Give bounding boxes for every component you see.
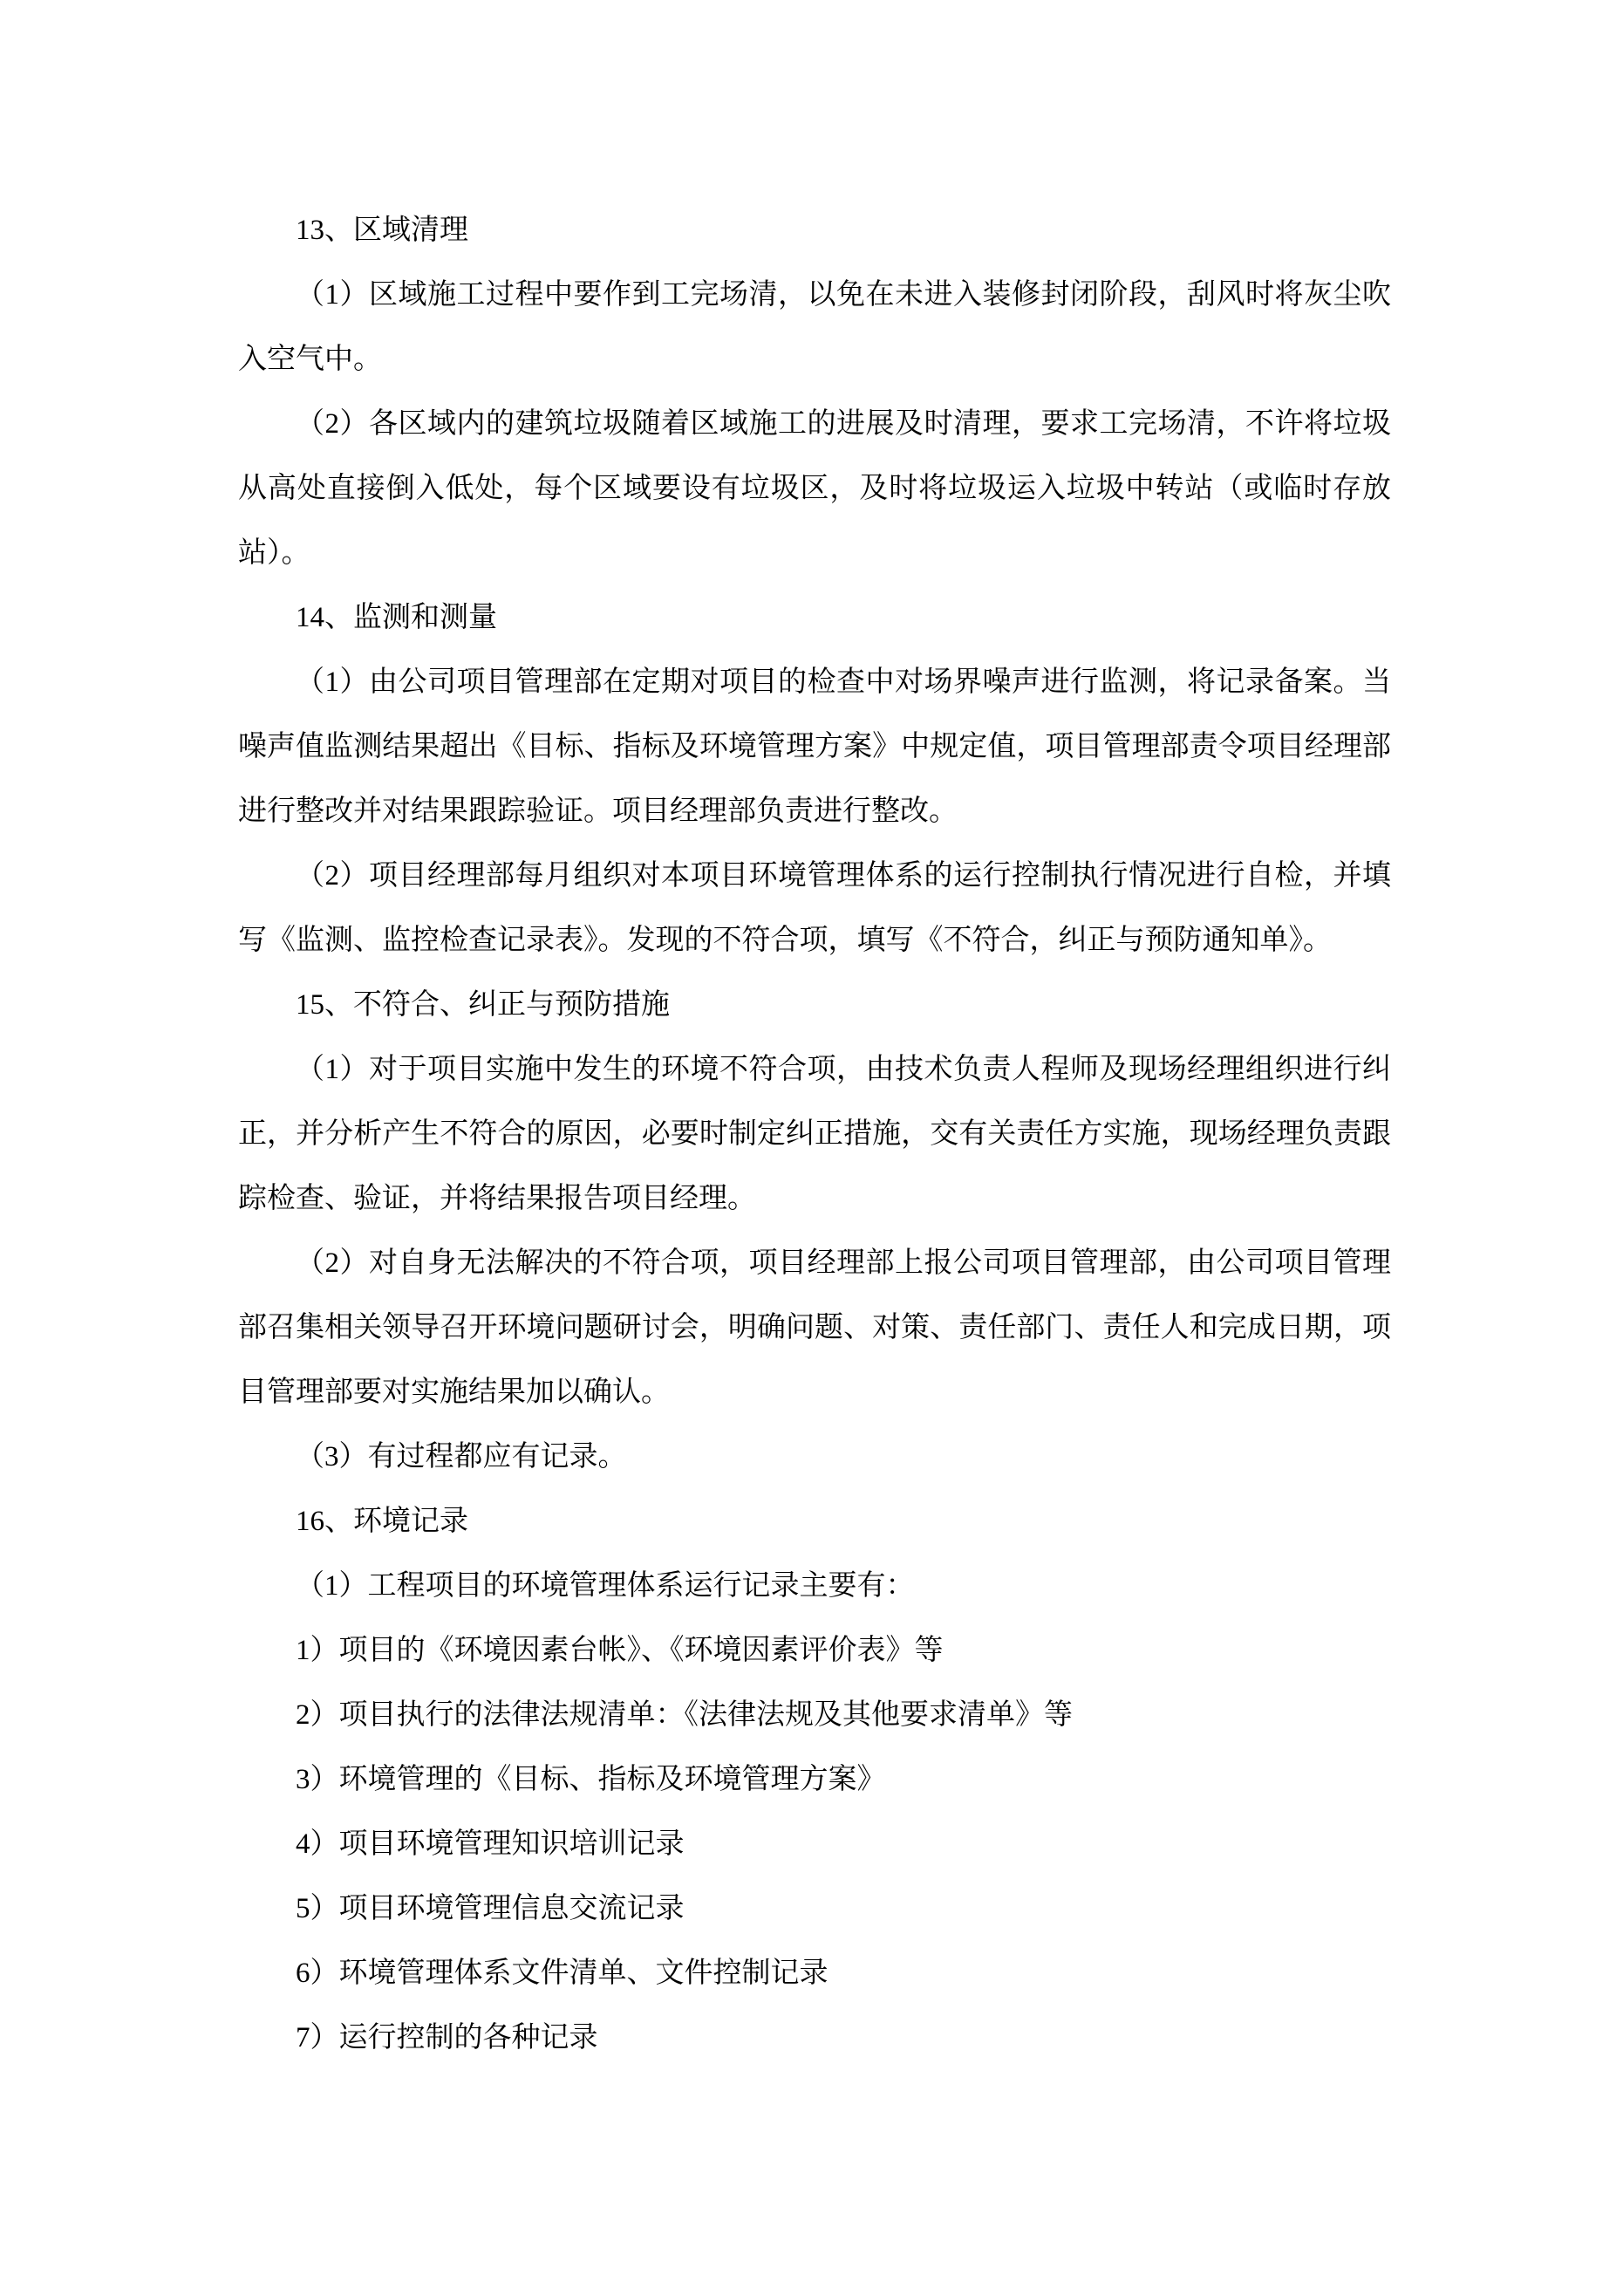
section-14-para-2: （2）项目经理部每月组织对本项目环境管理体系的运行控制执行情况进行自检，并填写《监测、监控检查记录表》。发现的不符合项，填写《不符合，纠正与预防通知单》。 — [238, 860, 1391, 956]
record-list-item-6: 6）环境管理体系文件清单、文件控制记录 — [296, 1958, 829, 1989]
section-16-heading: 16、环境记录 — [296, 1506, 468, 1537]
record-list-item-5: 5）项目环境管理信息交流记录 — [296, 1893, 685, 1924]
section-15-para-3: （3）有过程都应有记录。 — [296, 1441, 627, 1473]
section-15-heading: 15、不符合、纠正与预防措施 — [296, 989, 670, 1021]
record-list-item-7: 7）运行控制的各种记录 — [296, 2022, 598, 2053]
section-14-para-1: （1）由公司项目管理部在定期对项目的检查中对场界噪声进行监测，将记录备案。当噪声值监测结果超出《目标、指标及环境管理方案》中规定值，项目管理部责令项目经理部进行整改并对结果跟踪验证。项目经理部负责进行整改。 — [238, 666, 1391, 827]
record-list-item-1: 1）项目的《环境因素台帐》、《环境因素评价表》等 — [296, 1635, 944, 1666]
section-13-heading: 13、区域清理 — [296, 215, 468, 246]
section-13-para-1: （1）区域施工过程中要作到工完场清，以免在未进入装修封闭阶段，刮风时将灰尘吹入空气中。 — [238, 279, 1391, 375]
section-15-para-2: （2）对自身无法解决的不符合项，项目经理部上报公司项目管理部，由公司项目管理部召集相关领导召开环境问题研讨会，明确问题、对策、责任部门、责任人和完成日期，项目管理部要对实施结果加以确认。 — [238, 1247, 1391, 1408]
section-16-para-1: （1）工程项目的环境管理体系运行记录主要有： — [296, 1570, 915, 1602]
section-14-heading: 14、监测和测量 — [296, 602, 497, 633]
document-body — [238, 198, 1391, 2070]
section-13-para-2: （2）各区域内的建筑垃圾随着区域施工的进展及时清理，要求工完场清，不许将垃圾从高处直接倒入低处，每个区域要设有垃圾区，及时将垃圾运入垃圾中转站（或临时存放站）。 — [238, 408, 1391, 569]
record-list-item-2: 2）项目执行的法律法规清单：《法律法规及其他要求清单》等 — [296, 1699, 1073, 1731]
record-list-item-4: 4）项目环境管理知识培训记录 — [296, 1828, 685, 1860]
section-15-para-1: （1）对于项目实施中发生的环境不符合项，由技术负责人程师及现场经理组织进行纠正，并分析产生不符合的原因，必要时制定纠正措施，交有关责任方实施，现场经理负责跟踪检查、验证，并将结果报告项目经理。 — [238, 1054, 1391, 1214]
record-list-item-3: 3）环境管理的《目标、指标及环境管理方案》 — [296, 1764, 886, 1795]
